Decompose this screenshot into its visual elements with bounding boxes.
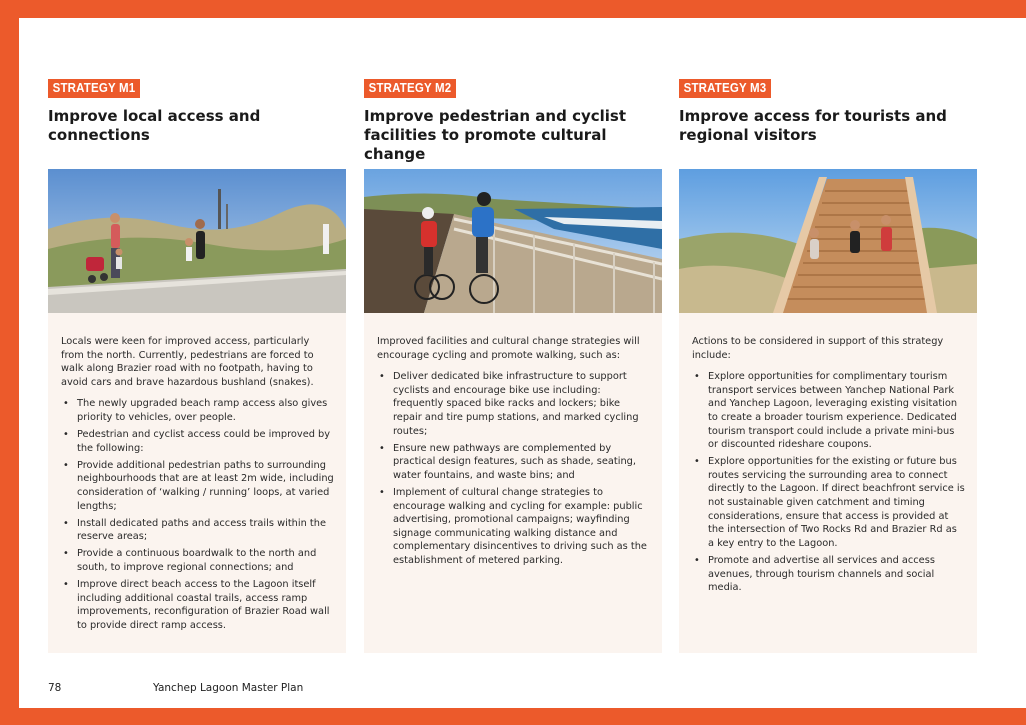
strategy-body xyxy=(679,313,977,653)
strategy-title: Improve pedestrian and cyclist facilities to promote cultural change xyxy=(364,107,627,163)
strategy-intro: Locals were keen for improved access, particularly from the north. Currently, pedestrians are forced to walk along Brazier road with no footpath, having to avoid cars and brave hazardous bushland (snakes). xyxy=(61,336,314,388)
strategy-title: Improve access for tourists and regional visitors xyxy=(679,107,947,144)
strategy-tag: STRATEGY M2 xyxy=(364,79,456,98)
strategy-body xyxy=(48,313,346,653)
list-item: • Explore opportunities for the existing or future bus routes servicing the surrounding area to connect directly to the Lagoon. If direct beachfront service is not sustainable given catchment and timing considerations, ensure that access is provided at the intersection of Two Rocks Rd and Brazier Rd as a key entry to the Lagoon. xyxy=(692,455,965,550)
list-item: • Pedestrian and cyclist access could be improved by the following: xyxy=(61,428,334,455)
page-number: 78 xyxy=(48,682,62,694)
strategy-intro: Improved facilities and cultural change strategies will encourage cycling and promote walking, such as: xyxy=(377,336,640,361)
list-item: • Provide additional pedestrian paths to surrounding neighbourhoods that are at least 2m wide, including consideration of ‘walking / running’ loops, at varied lengths; xyxy=(61,459,334,513)
list-item: • Improve direct beach access to the Lagoon itself including additional coastal trails, access ramp improvements, reconfiguration of Brazier Road wall to provide direct ramp access. xyxy=(61,578,334,632)
strategy-body xyxy=(364,313,662,653)
list-item: • Explore opportunities for complimentary tourism transport services between Yanchep National Park and Yanchep Lagoon, leveraging existing visitation to create a broader tourism experience. Dedicated tourism transport could include a private mini-bus or discounted rideshare coupons. xyxy=(692,370,965,452)
photo-family-walking-beach-path xyxy=(48,169,346,313)
list-item: • The newly upgraded beach ramp access also gives priority to vehicles, over people. xyxy=(61,397,334,424)
strategy-bullet-list xyxy=(377,370,650,567)
strategy-bullet-list xyxy=(61,397,334,632)
list-item: • Implement of cultural change strategies to encourage walking and cycling for example: public advertising, promotional campaigns; wayfinding signage communicating walking distance and complementary disincentives to driving such as the establishment of metered parking. xyxy=(377,486,650,568)
document-title: Yanchep Lagoon Master Plan xyxy=(153,682,304,694)
photo-visitors-beach-stairs xyxy=(679,169,977,313)
list-item: • Provide a continuous boardwalk to the north and south, to improve regional connections; and xyxy=(61,547,334,574)
list-item: • Install dedicated paths and access trails within the reserve areas; xyxy=(61,517,334,544)
strategy-intro: Actions to be considered in support of this strategy include: xyxy=(692,336,944,361)
photo-cyclists-boardwalk xyxy=(364,169,662,313)
page xyxy=(19,18,1026,708)
strategy-bullet-list xyxy=(692,370,965,595)
strategy-tag: STRATEGY M1 xyxy=(48,79,140,98)
strategy-title: Improve local access and connections xyxy=(48,107,261,144)
list-item: • Deliver dedicated bike infrastructure to support cyclists and encourage bike use including: frequently spaced bike racks and lockers; bike repair and tire pump stations, and marked cycling routes; xyxy=(377,370,650,438)
list-item: • Ensure new pathways are complemented by practical design features, such as shade, seating, water fountains, and waste bins; and xyxy=(377,442,650,483)
list-item: • Promote and advertise all services and access avenues, through tourism channels and social media. xyxy=(692,554,965,595)
strategy-tag: STRATEGY M3 xyxy=(679,79,771,98)
